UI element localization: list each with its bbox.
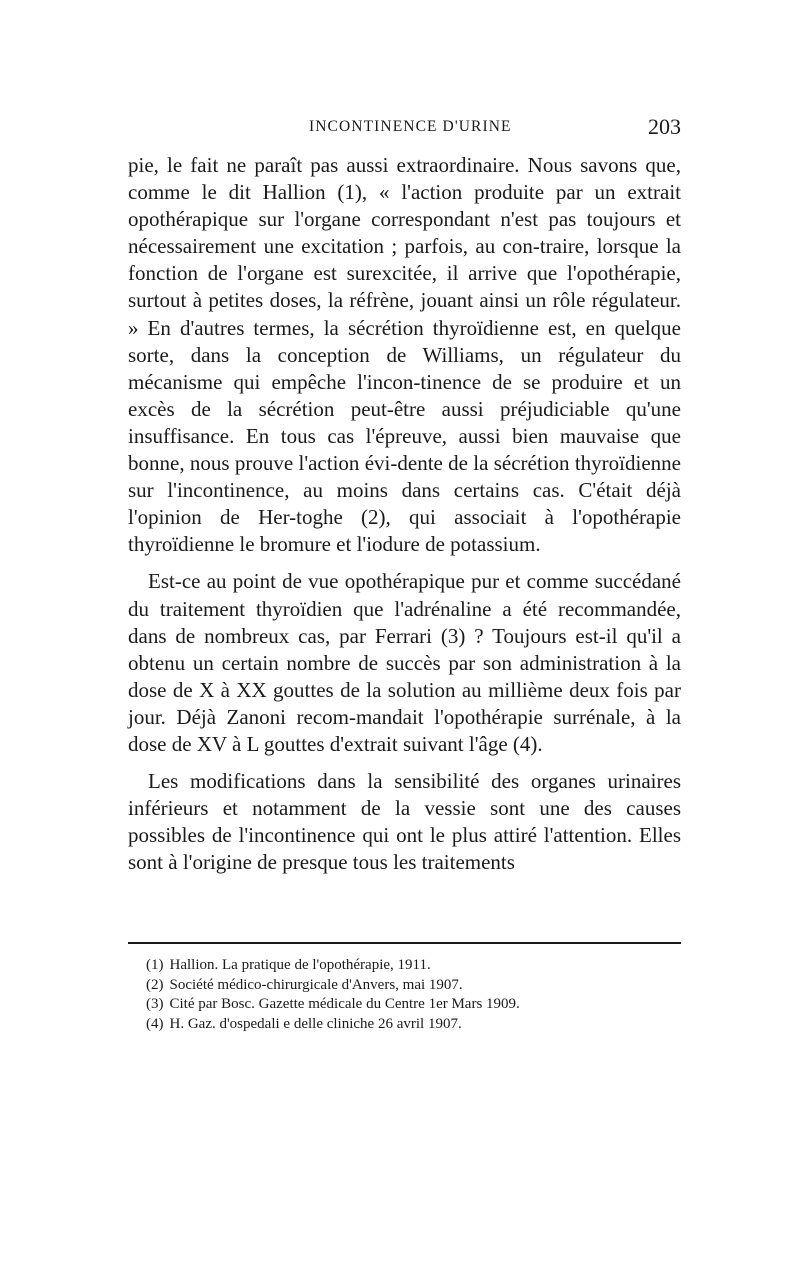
footnote-marker: (2) — [146, 976, 164, 993]
running-title: INCONTINENCE D'URINE — [309, 118, 512, 135]
paragraph: pie, le fait ne paraît pas aussi extraordinaire. Nous savons que, comme le dit Hallion (1), « l'action produite par un extrait opothérapique sur l'organe correspondant n'est pas toujours et nécessairement une excitation ; parfois, au con-traire, lorsque la fonction de l'organe est surexcitée, il arrive que l'opothérapie, surtout à petites doses, la réfrène, jouant ainsi un rôle régulateur. » En d'autres termes, la sécrétion thyroïdienne est, en quelque sorte, dans la conception de Williams, un régulateur du mécanisme qui empêche l'incon-tinence de se produire et un excès de la sécrétion peut-être aussi préjudiciable qu'une insuffisance. En tous cas l'épreuve, aussi bien mauvaise que bonne, nous prouve l'action évi-dente de la sécrétion thyroïdienne sur l'incontinence, au moins dans certains cas. C'était déjà l'opinion de Her-toghe (2), qui associait à l'opothérapie thyroïdienne le bromure et l'iodure de potassium. — [128, 153, 681, 557]
body-text — [128, 152, 681, 876]
footnote — [146, 995, 676, 1015]
footnote-divider — [128, 942, 681, 944]
footnote-text: Cité par Bosc. Gazette médicale du Centre 1er Mars 1909. — [169, 996, 520, 1012]
page-number: 203 — [648, 114, 681, 139]
footnote-text: H. Gaz. d'ospedali e delle cliniche 26 avril 1907. — [169, 1015, 462, 1032]
footnote-marker: (3) — [146, 996, 164, 1012]
footnote-marker: (4) — [146, 1015, 164, 1032]
footnotes — [146, 956, 676, 1034]
footnote-marker: (1) — [146, 957, 164, 973]
footnote — [146, 976, 676, 996]
paragraph: Les modifications dans la sensibilité des organes urinaires inférieurs et notamment de la vessie sont une des causes possibles de l'incontinence qui ont le plus attiré l'attention. Elles sont à l'origine de presque tous les traitements — [128, 769, 681, 875]
footnote — [146, 956, 676, 976]
paragraph: Est-ce au point de vue opothérapique pur et comme succédané du traitement thyroïdien que l'adrénaline a été recommandée, dans de nombreux cas, par Ferrari (3) ? Toujours est-il qu'il a obtenu un certain nombre de succès par son administration à la dose de X à XX gouttes de la solution au millième deux fois par jour. Déjà Zanoni recom-mandait l'opothérapie surrénale, à la dose de XV à L gouttes d'extrait suivant l'âge (4). — [128, 569, 681, 756]
running-head — [128, 114, 681, 144]
footnote-text: Hallion. La pratique de l'opothérapie, 1911. — [169, 957, 431, 973]
footnote-text: Société médico-chirurgicale d'Anvers, mai 1907. — [169, 976, 463, 993]
footnote — [146, 1015, 676, 1035]
